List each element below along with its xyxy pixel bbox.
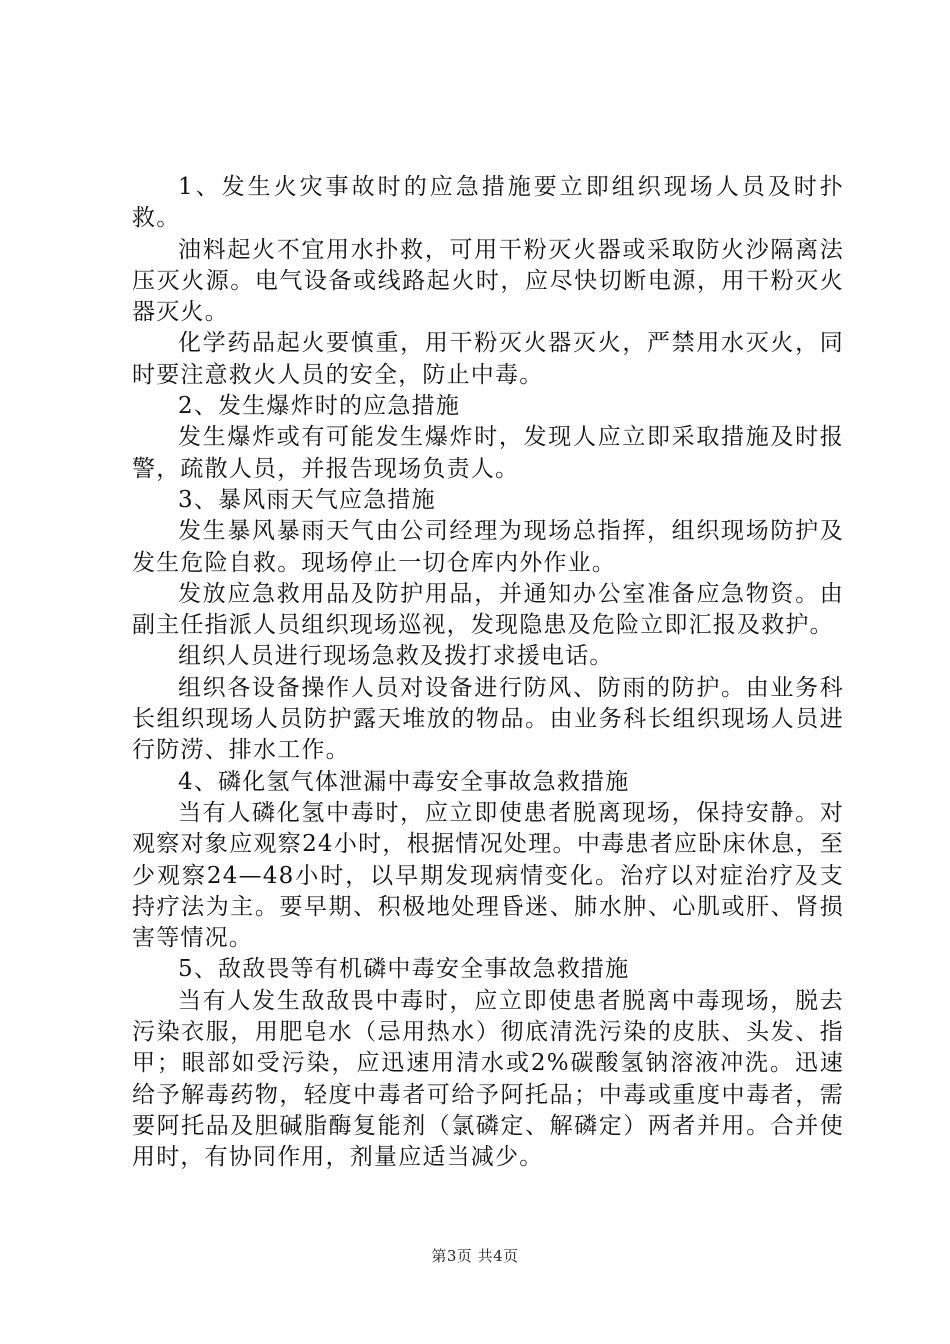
paragraph-storm-rescue: 组织人员进行现场急救及拨打求援电话。: [178, 643, 614, 670]
paragraph-phosphine-heading: 4、磷化氢气体泄漏中毒安全事故急救措施: [178, 768, 630, 795]
paragraph-organophosphate-body: 当有人发生敌敌畏中毒时，应立即使患者脱离中毒现场，脱去污染衣服，用肥皂水（忌用热水）彻底清洗污染的皮肤、头发、指甲；眼部如受污染，应迅速用清水或2%碳酸氢钠溶液冲洗。迅速给予解毒药物，轻度中毒者可给予阿托品；中毒或重度中毒者，需要阿托品及胆碱脂酶复能剂（氯磷定、解磷定）两者并用。合并使用时，有协同作用，剂量应适当减少。: [132, 987, 844, 1171]
page-number-footer: 第3页 共4页: [431, 1247, 519, 1265]
paragraph-fire-heading: 1、发生火灾事故时的应急措施要立即组织现场人员及时扑救。: [132, 174, 844, 232]
paragraph-storm-equipment: 组织各设备操作人员对设备进行防风、防雨的防护。由业务科长组织现场人员防护露天堆放的物品。由业务科长组织现场人员进行防涝、排水工作。: [132, 674, 844, 764]
paragraph-storm-command: 发生暴风暴雨天气由公司经理为现场总指挥，组织现场防护及发生危险自救。现场停止一切仓库内外作业。: [132, 518, 844, 576]
paragraph-fire-chemical: 化学药品起火要慎重，用干粉灭火器灭火，严禁用水灭火，同时要注意救火人员的安全，防止中毒。: [132, 330, 844, 388]
paragraph-storm-heading: 3、暴风雨天气应急措施: [178, 486, 436, 513]
paragraph-organophosphate-heading: 5、敌敌畏等有机磷中毒安全事故急救措施: [178, 956, 630, 983]
paragraph-explosion-heading: 2、发生爆炸时的应急措施: [178, 393, 461, 420]
paragraph-storm-supplies: 发放应急救用品及防护用品，并通知办公室准备应急物资。由副主任指派人员组织现场巡视，发现隐患及危险立即汇报及救护。: [132, 580, 844, 639]
paragraph-phosphine-body: 当有人磷化氢中毒时，应立即使患者脱离现场，保持安静。对观察对象应观察24小时，根据情况处理。中毒患者应卧床休息，至少观察24—48小时，以早期发现病情变化。治疗以对症治疗及支持疗法为主。要早期、积极地处理昏迷、肺水肿、心肌或肝、肾损害等情况。: [132, 799, 844, 952]
paragraph-fire-oil: 油料起火不宜用水扑救，可用干粉灭火器或采取防火沙隔离法压灭火源。电气设备或线路起火时，应尽快切断电源，用干粉灭火器灭火。: [132, 236, 844, 326]
paragraph-explosion-body: 发生爆炸或有可能发生爆炸时，发现人应立即采取措施及时报警，疏散人员，并报告现场负责人。: [132, 424, 844, 482]
document-body: [132, 172, 844, 1174]
